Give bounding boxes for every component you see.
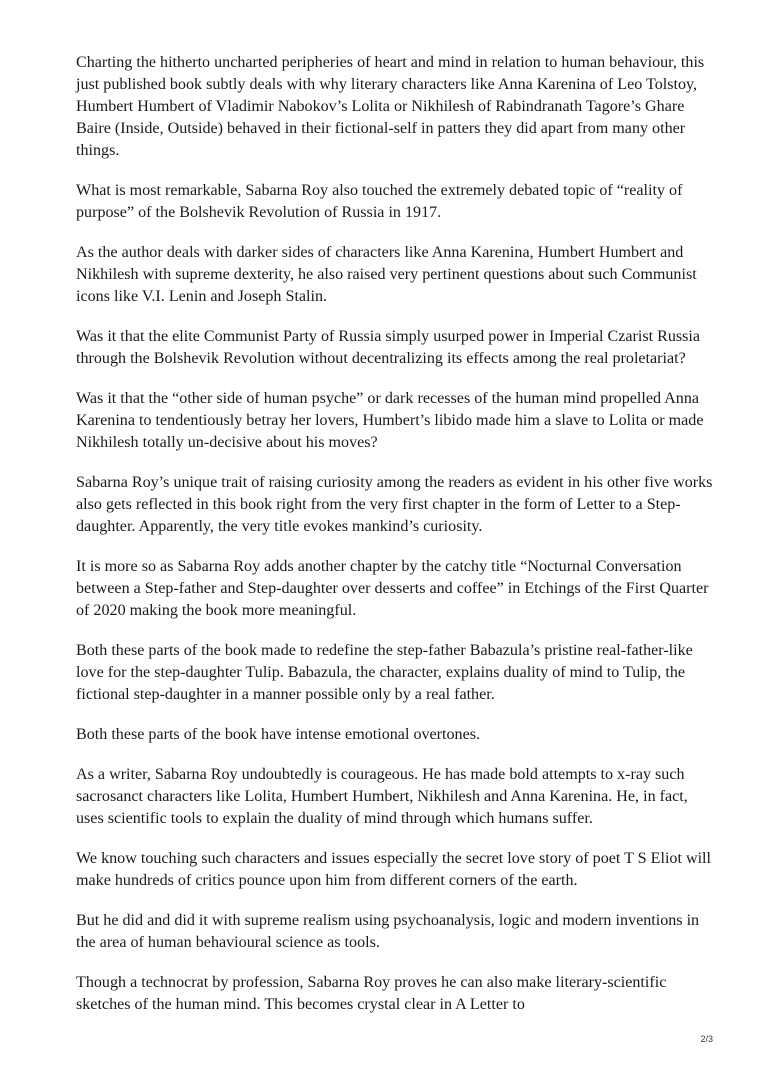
paragraph-13: Though a technocrat by profession, Sabarna Roy proves he can also make literary-scientific sketches of the human mind. This becomes crystal clear in A Letter to xyxy=(76,974,667,1013)
paragraph-4: Was it that the elite Communist Party of Russia simply usurped power in Imperial Czarist Russia through the Bolshevik Revolution without decentralizing its effects among the real proletariat? xyxy=(76,328,701,367)
paragraph-10: As a writer, Sabarna Roy undoubtedly is courageous. He has made bold attempts to x-ray such sacrosanct characters like Lolita, Humbert Humbert, Nikhilesh and Anna Karenina. He, in fact, uses scientific tools to explain the duality of mind through which humans suffer. xyxy=(76,766,688,827)
paragraph-12: But he did and did it with supreme realism using psychoanalysis, logic and modern inventions in the area of human behavioural science as tools. xyxy=(76,912,700,951)
paragraph-3: As the author deals with darker sides of characters like Anna Karenina, Humbert Humbert and Nikhilesh with supreme dexterity, he also raised very pertinent questions about such Communist icons like V.I. Lenin and Joseph Stalin. xyxy=(76,244,697,305)
paragraph-6: Sabarna Roy’s unique trait of raising curiosity among the readers as evident in his other five works also gets reflected in this book right from the very first chapter in the form of Letter to a Step-daughter. Apparently, the very title evokes mankind’s curiosity. xyxy=(76,474,713,535)
paragraph-5: Was it that the “other side of human psyche” or dark recesses of the human mind propelled Anna Karenina to tendentiously betray her lovers, Humbert’s libido made him a slave to Lolita or made Nikhilesh totally un-decisive about his moves? xyxy=(76,390,704,451)
paragraph-1: Charting the hitherto uncharted peripheries of heart and mind in relation to human behaviour, this just published book subtly deals with why literary characters like Anna Karenina of Leo Tolstoy, Humbert Humbert of Vladimir Nabokov’s Lolita or Nikhilesh of Rabindranath Tagore’s Ghare Baire (Inside, Outside) behaved in their fictional-self in patters they did apart from many other things. xyxy=(76,54,705,159)
paragraph-11: We know touching such characters and issues especially the secret love story of poet T S Eliot will make hundreds of critics pounce upon him from different corners of the earth. xyxy=(76,850,711,889)
paragraph-8: Both these parts of the book made to redefine the step-father Babazula’s pristine real-father-like love for the step-daughter Tulip. Babazula, the character, explains duality of mind to Tulip, the fictional step-daughter in a manner possible only by a real father. xyxy=(76,642,693,703)
paragraph-7: It is more so as Sabarna Roy adds another chapter by the catchy title “Nocturnal Conversation between a Step-father and Step-daughter over desserts and coffee” in Etchings of the First Quarter of 2020 making the book more meaningful. xyxy=(76,558,709,619)
document-body xyxy=(76,52,716,1016)
paragraph-9: Both these parts of the book have intense emotional overtones. xyxy=(76,726,481,743)
paragraph-2: What is most remarkable, Sabarna Roy also touched the extremely debated topic of “reality of purpose” of the Bolshevik Revolution of Russia in 1917. xyxy=(76,182,683,221)
page-number: 2/3 xyxy=(700,1034,713,1044)
